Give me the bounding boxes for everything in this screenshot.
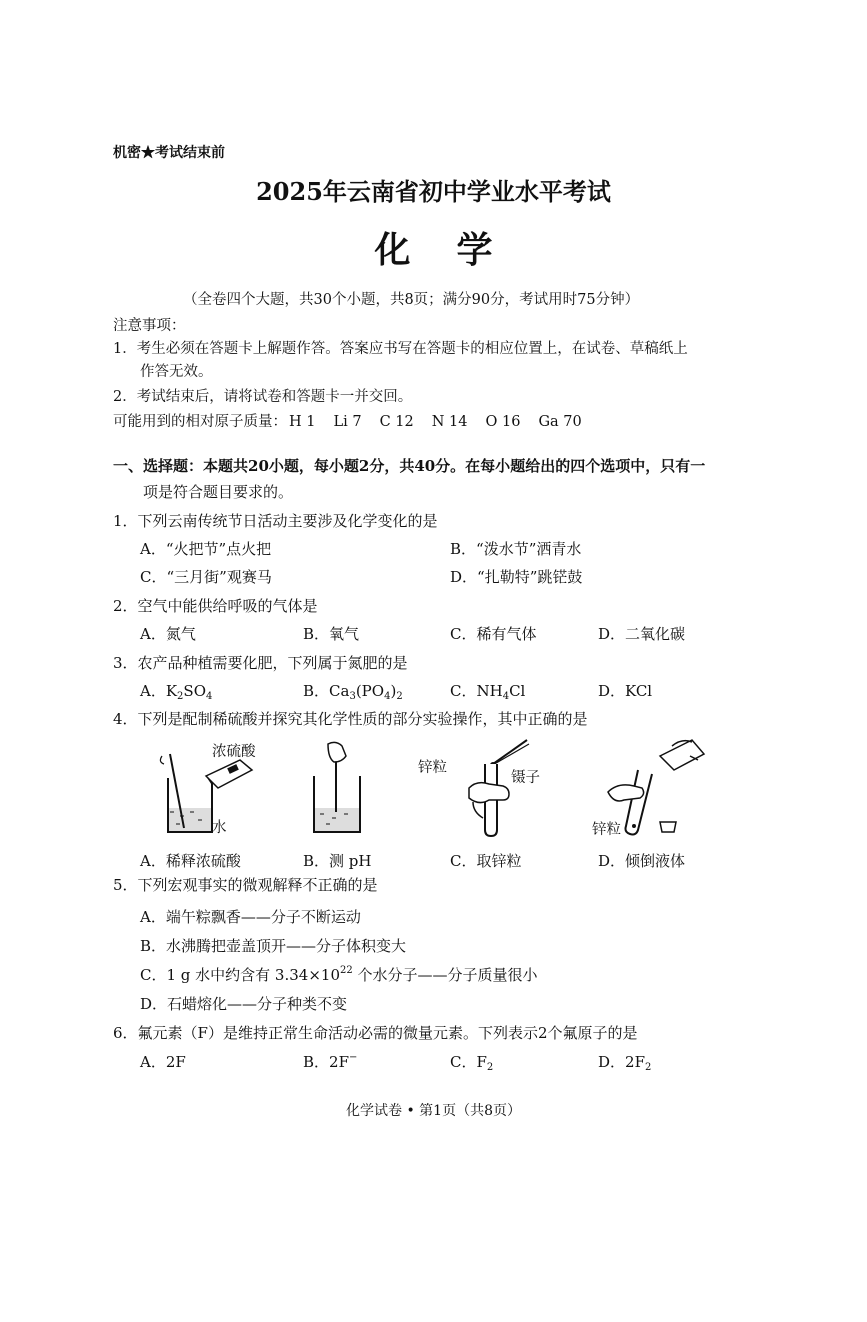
label-zinc-2: 锌粒 (592, 822, 621, 838)
confidential-label: 机密★考试结束前 (113, 145, 225, 161)
note-2: 2．考试结束后，请将试卷和答题卡一并交回。 (113, 389, 413, 405)
mass-item: Ga 70 (538, 414, 582, 430)
q2-option-c: C．稀有气体 (450, 625, 537, 643)
label-tweezers: 镊子 (511, 770, 540, 786)
mass-item: C 12 (379, 414, 414, 430)
note-1-cont: 作答无效。 (140, 364, 213, 380)
section-1-heading-cont: 项是符合题目要求的。 (143, 483, 294, 501)
q4-option-c: C．取锌粒 (450, 852, 522, 870)
q3-option-b: B．$Ca_3(PO_4)_2$ (303, 682, 403, 702)
q4-option-b: B．测 pH (303, 852, 372, 870)
exam-title: 2025年云南省初中学业水平考试 (256, 177, 611, 206)
q6-stem: 6．氟元素（F）是维持正常生命活动必需的微量元素。下列表示2个氟原子的是 (113, 1024, 638, 1042)
q6-option-b: B．2F− (303, 1052, 358, 1071)
q1-option-c: C．“三月街”观赛马 (140, 568, 272, 586)
q3-stem: 3．农产品种植需要化肥，下列属于氮肥的是 (113, 654, 408, 672)
q3-option-d: D．KCl (598, 682, 653, 700)
q5-option-d: D．石蜡熔化——分子种类不变 (140, 995, 348, 1013)
q1-option-b: B．“泼水节”洒青水 (450, 540, 582, 558)
q1-stem: 1．下列云南传统节日活动主要涉及化学变化的是 (113, 512, 438, 530)
q4-option-a: A．稀释浓硫酸 (140, 852, 241, 870)
mass-item: O 16 (485, 414, 521, 430)
notes-heading: 注意事项： (113, 318, 186, 334)
subject-title: 化学 (374, 229, 539, 271)
q2-option-a: A．氮气 (140, 625, 196, 643)
q4-stem: 4．下列是配制稀硫酸并探究其化学性质的部分实验操作，其中正确的是 (113, 710, 588, 728)
q3-option-c: C．$NH_4Cl$ (450, 682, 526, 702)
page-footer: 化学试卷 • 第1页（共8页） (346, 1103, 521, 1119)
figure-take-zinc (455, 736, 555, 841)
label-zinc-1: 锌粒 (418, 760, 447, 776)
section-1-heading: 一、选择题：本题共20小题，每小题2分，共40分。在每小题给出的四个选项中，只有一 (113, 457, 706, 475)
q6-option-c: C．$F_2$ (450, 1053, 494, 1073)
q1-option-d: D．“扎勒特”跳铓鼓 (450, 568, 583, 586)
q5-option-a: A．端午粽飘香——分子不断运动 (140, 908, 361, 926)
q2-option-b: B．氧气 (303, 625, 360, 643)
note-1: 1．考生必须在答题卡上解题作答。答案应书写在答题卡的相应位置上，在试卷、草稿纸上 (113, 341, 688, 357)
label-conc-acid: 浓硫酸 (212, 744, 256, 760)
mass-item: Li 7 (333, 414, 362, 430)
q6-option-a: A．2F (140, 1053, 186, 1071)
exam-scope: （全卷四个大题，共30个小题，共8页；满分90分，考试用时75分钟） (183, 292, 640, 308)
q3-option-a: A．$K_2SO_4$ (140, 682, 213, 702)
atomic-masses-label: 可能用到的相对原子质量： (113, 414, 287, 430)
figure-measure-ph (300, 736, 380, 841)
q6-option-d: D．$2F_2$ (598, 1053, 652, 1073)
q5-option-c: C．1 g 水中约含有 $3.34\times 10^{22}$ 个水分子——分子质量很小 (140, 965, 538, 984)
q2-option-d: D．二氧化碳 (598, 625, 686, 643)
q4-option-d: D．倾倒液体 (598, 852, 686, 870)
q5-stem: 5．下列宏观事实的微观解释不正确的是 (113, 876, 378, 894)
q5-option-b: B．水沸腾把壶盖顶开——分子体积变大 (140, 937, 407, 955)
q1-option-a: A．“火把节”点火把 (140, 540, 272, 558)
mass-item: N 14 (431, 414, 468, 430)
label-water: 水 (212, 820, 227, 836)
atomic-masses (113, 410, 582, 431)
q2-stem: 2．空气中能供给呼吸的气体是 (113, 597, 318, 615)
mass-item: H 1 (289, 414, 316, 430)
